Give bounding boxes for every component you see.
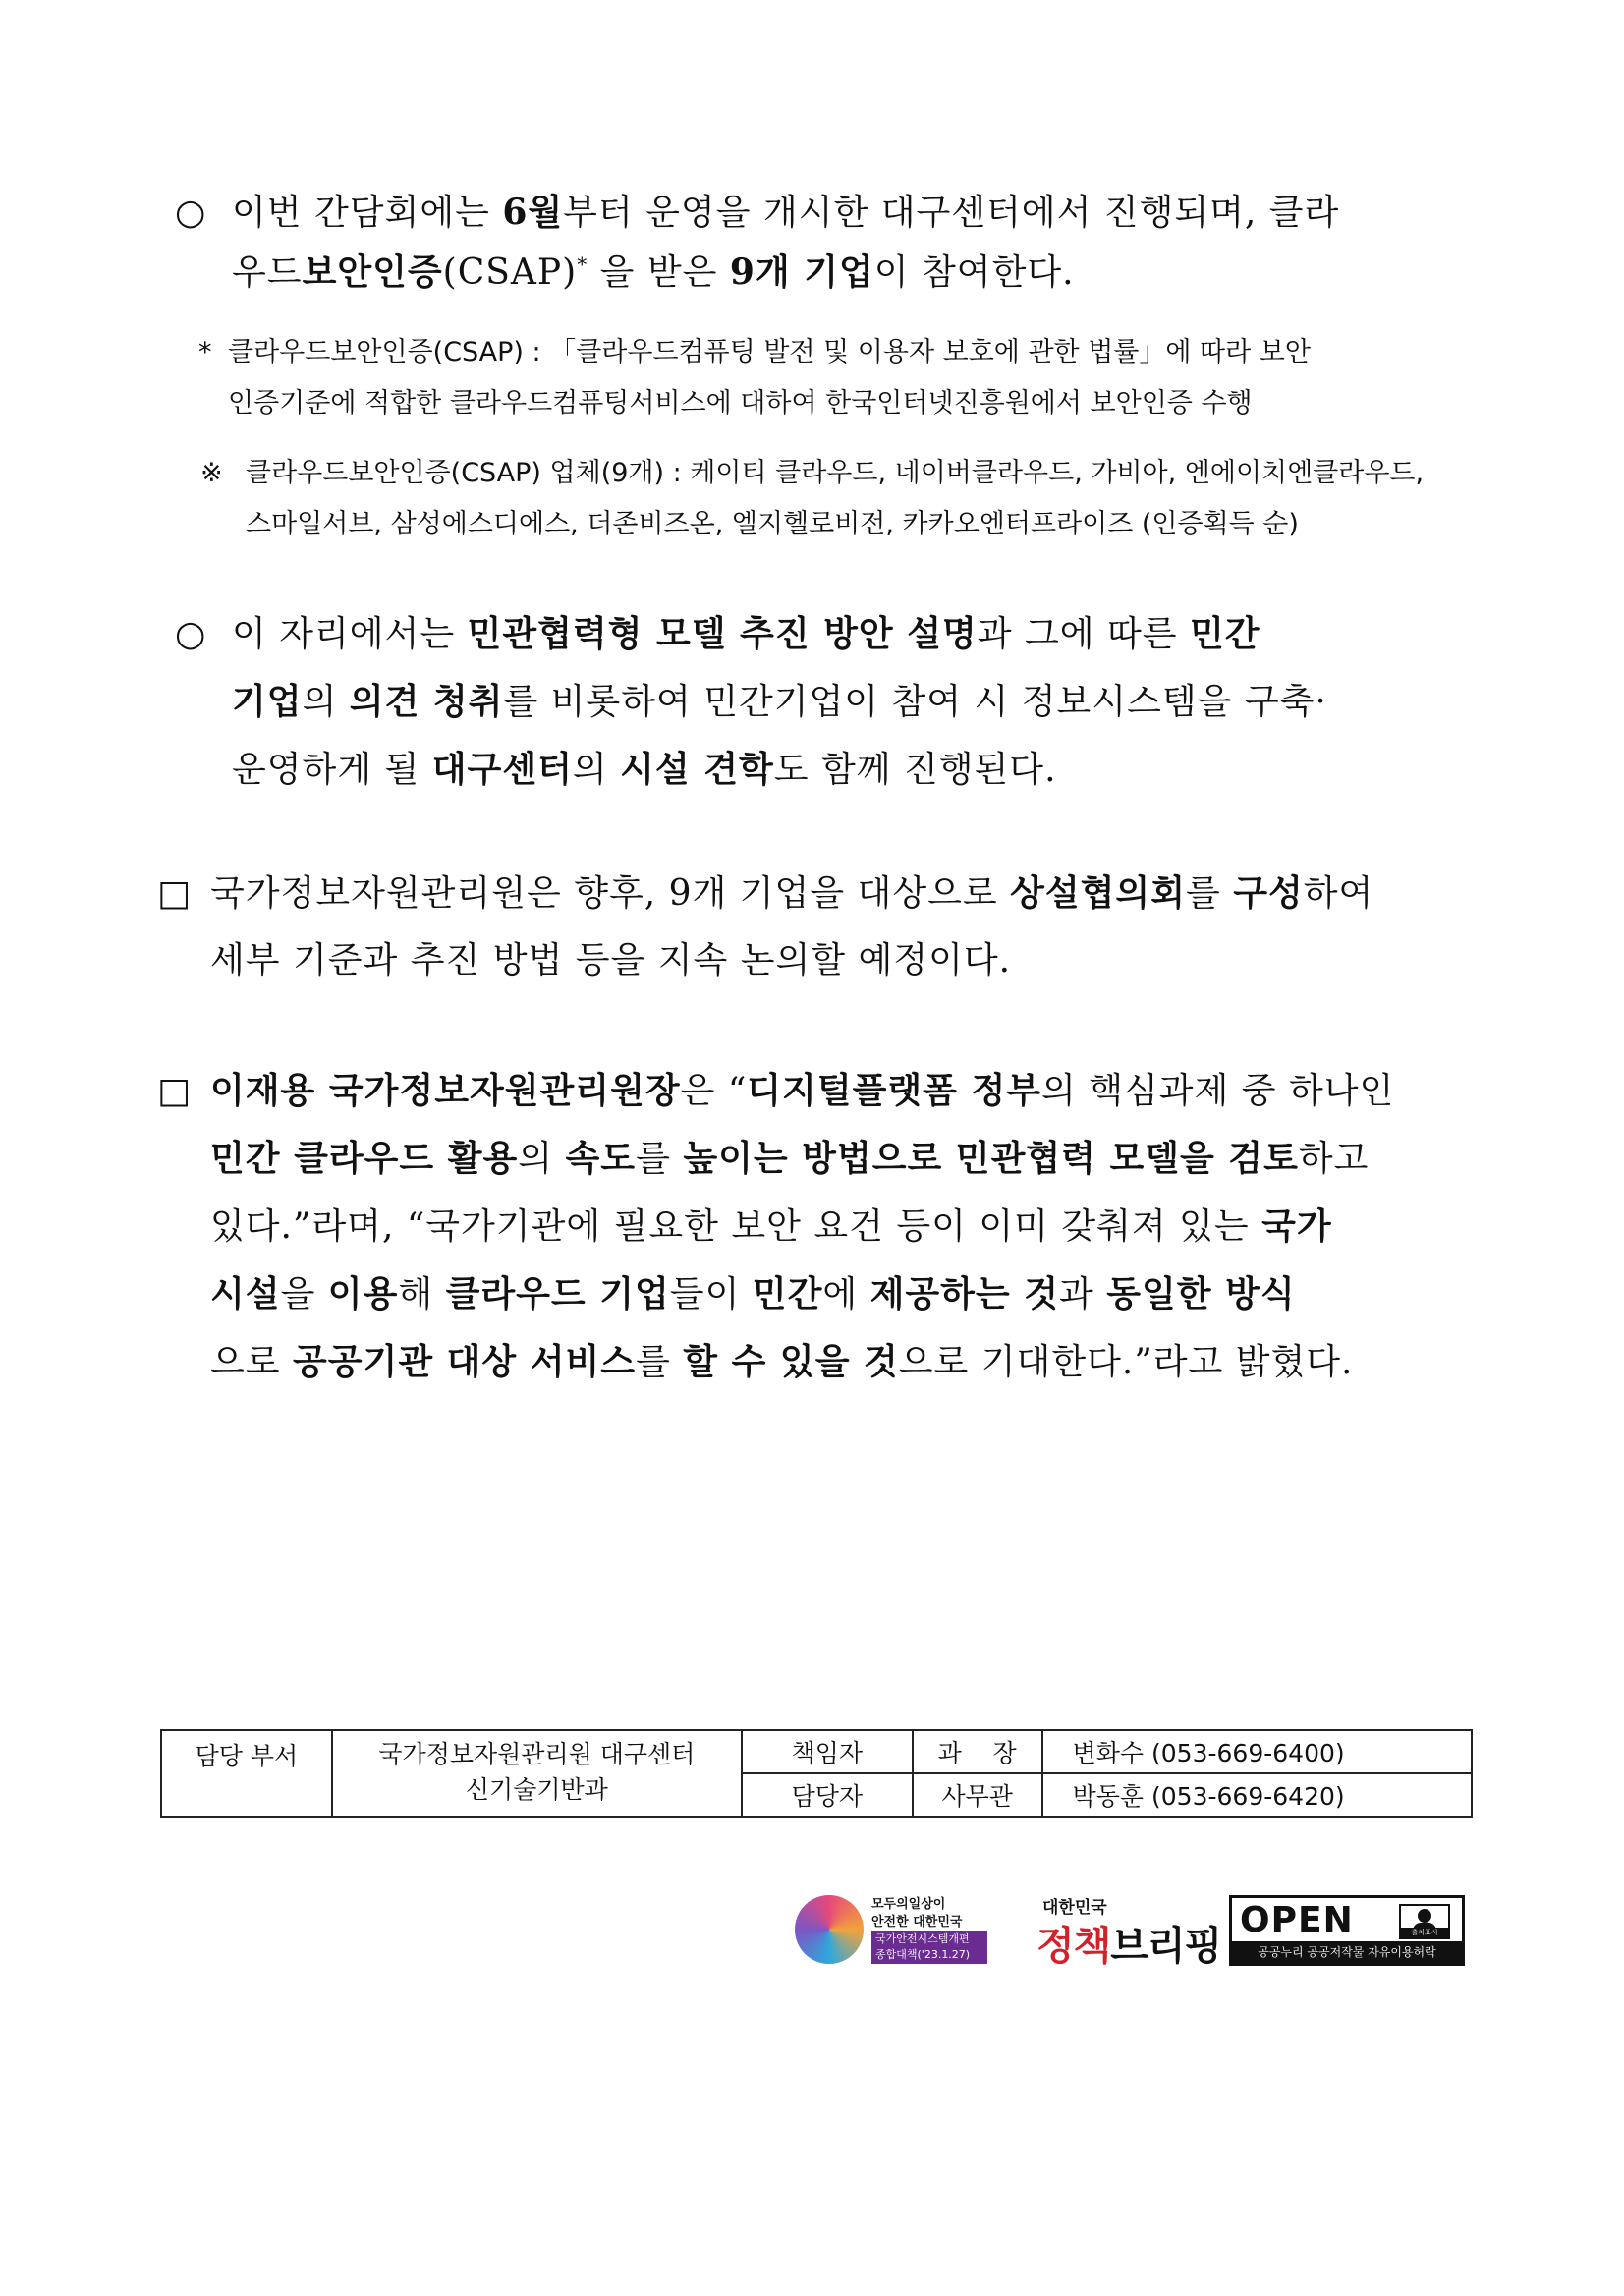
- title-cell: 과 장: [913, 1730, 1042, 1773]
- note-csap-companies: ※ 클라우드보안인증(CSAP) 업체(9개) : 케이티 클라우드, 네이버클라우드, 가비아, 엔에이치엔클라우드, 스마일서브, 삼성에스디에스, 더존비즈온, 엘지헬로비전, 카카오엔터프라이즈 (인증획득 순): [200, 448, 1424, 550]
- paragraph-1: ○ 이번 간담회에는 6월부터 운영을 개시한 대구센터에서 진행되며, 클라 우드보안인증(CSAP)* 을 받은 9개 기업이 참여한다.: [175, 183, 1339, 303]
- square-marker: □: [157, 873, 193, 914]
- safety-campaign-logo: 모두의일상이 안전한 대한민국 국가안전시스템개편 종합대책('23.1.27): [791, 1891, 987, 1970]
- asterisk-marker: *: [198, 337, 212, 367]
- circle-marker: ○: [175, 614, 207, 654]
- circle-marker: ○: [175, 193, 207, 233]
- square-marker: □: [157, 1071, 193, 1111]
- safety-badge: 국가안전시스템개편 종합대책('23.1.27): [871, 1931, 987, 1964]
- reference-marker: ※: [200, 458, 223, 488]
- attribution-icon: 출처표시: [1399, 1904, 1450, 1939]
- title-cell: 사무관: [913, 1773, 1042, 1817]
- role-cell: 담당자: [742, 1773, 913, 1817]
- contact-table: [160, 1729, 1473, 1818]
- person-cell: 박동훈 (053-669-6420): [1042, 1773, 1472, 1817]
- table-row: [161, 1730, 1472, 1773]
- policy-briefing-logo: 대한민국 정책브리핑: [1036, 1898, 1222, 1969]
- paragraph-2: ○ 이 자리에서는 민관협력형 모델 추진 방안 설명과 그에 따른 민간 기업의 의견 청취를 비롯하여 민간기업이 참여 시 정보시스템을 구축· 운영하게 될 대구센터의 시설 견학도 함께 진행된다.: [175, 604, 1327, 800]
- safety-emblem-icon: [795, 1895, 864, 1964]
- paragraph-3: □ 국가정보자원관리원은 향후, 9개 기업을 대상으로 상설협의회를 구성하여 세부 기준과 추진 방법 등을 지속 논의할 예정이다.: [157, 864, 1373, 990]
- paragraph-4: □ 이재용 국가정보자원관리원장은 “디지털플랫폼 정부의 핵심과제 중 하나인 민간 클라우드 활용의 속도를 높이는 방법으로 민관협력 모델을 검토하고 있다.”라며, “국가기관에 필요한 보안 요건 등이 이미 갖춰져 있는 국가 시설을 이용해 클라우드 기업들이 민간에 제공하는 것과 동일한 방식 으로 공공기관 대상 서비스를 할 수 있을 것으로 기대한다.”라고 밝혔다.: [157, 1061, 1394, 1392]
- role-cell: 책임자: [742, 1730, 913, 1773]
- person-cell: 변화수 (053-669-6400): [1042, 1730, 1472, 1773]
- footnote-csap: * 클라우드보안인증(CSAP) : 「클라우드컴퓨팅 발전 및 이용자 보호에 관한 법률」에 따라 보안 인증기준에 적합한 클라우드컴퓨팅서비스에 대하여 한국인터넷진흥원에서 보안인증 수행: [198, 327, 1311, 429]
- dept-name-cell: 국가정보자원관리원 대구센터 신기술기반과: [332, 1730, 742, 1817]
- kogl-open-logo: OPEN 출처표시 공공누리 공공저작물 자유이용허락: [1229, 1895, 1465, 1966]
- footer-logos: [791, 1891, 1479, 1970]
- dept-label-cell: 담당 부서: [161, 1730, 332, 1817]
